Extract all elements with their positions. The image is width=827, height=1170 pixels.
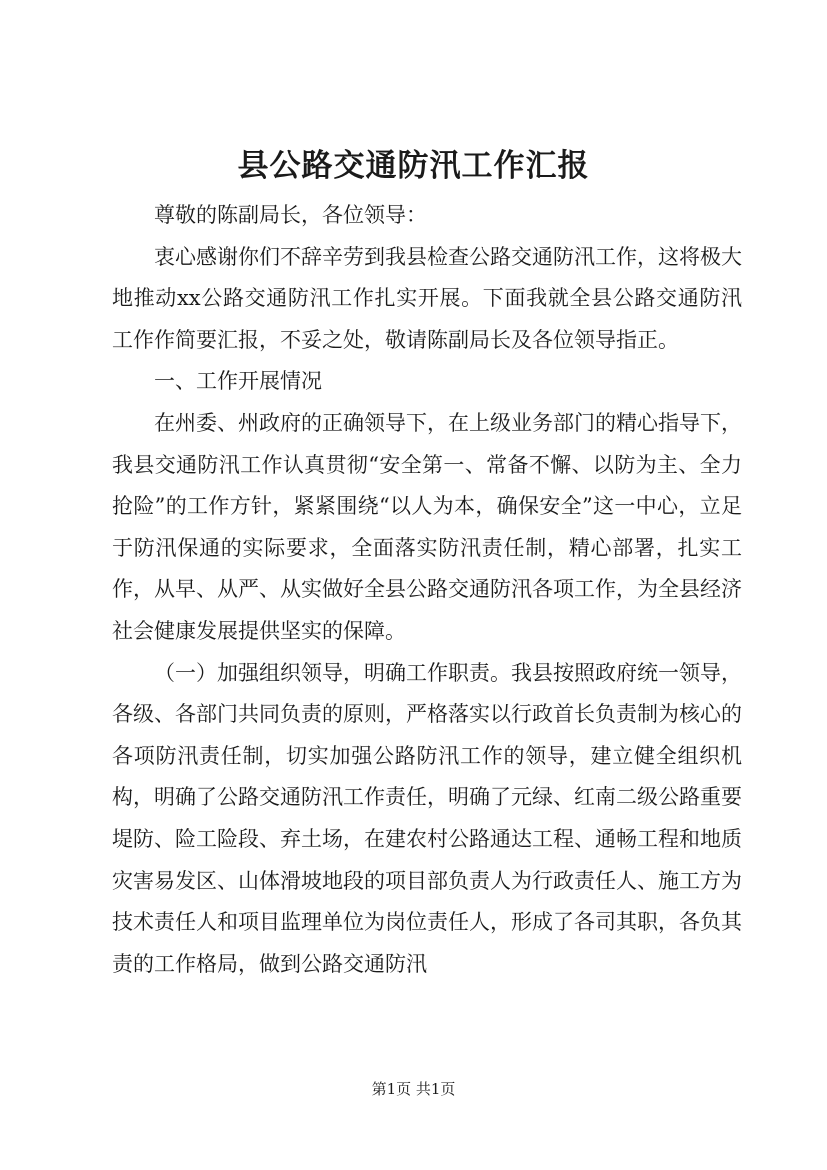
- body-paragraph: （一）加强组织领导，明确工作职责。我县按照政府统一领导，各级、各部门共同负责的原则，严格落实以行政首长负责制为核心的各项防汛责任制，切实加强公路防汛工作的领导，建立健全组织机构，明确了公路交通防汛工作责任，明确了元绿、红南二级公路重要堤防、险工险段、弃土场，在建农村公路通达工程、通畅工程和地质灾害易发区、山体滑坡地段的项目部负责人为行政责任人、施工方为技术责任人和项目监理单位为岗位责任人，形成了各司其职，各负其责的工作格局，做到公路交通防汛: [112, 660, 742, 976]
- section-heading: 一、工作开展情况: [154, 369, 322, 394]
- salutation-paragraph: 尊敬的陈副局长，各位领导：: [154, 203, 427, 227]
- document-title: 县公路交通防汛工作汇报: [237, 148, 590, 184]
- page-number-footer: 第1页 共1页: [371, 1080, 456, 1098]
- document-body: [112, 195, 742, 985]
- body-paragraph: 在州委、州政府的正确领导下，在上级业务部门的精心指导下，我县交通防汛工作认真贯彻“安全第一、常备不懈、以防为主、全力抢险”的工作方针，紧紧围绕“以人为本，确保安全”这一中心，立足于防汛保通的实际要求，全面落实防汛责任制，精心部署，扎实工作，从早、从严、从实做好全县公路交通防汛各项工作，为全县经济社会健康发展提供坚实的保障。: [112, 410, 742, 643]
- body-paragraph: 衷心感谢你们不辞辛劳到我县检查公路交通防汛工作，这将极大地推动xx公路交通防汛工作扎实开展。下面我就全县公路交通防汛工作作简要汇报，不妥之处，敬请陈副局长及各位领导指正。: [112, 244, 742, 352]
